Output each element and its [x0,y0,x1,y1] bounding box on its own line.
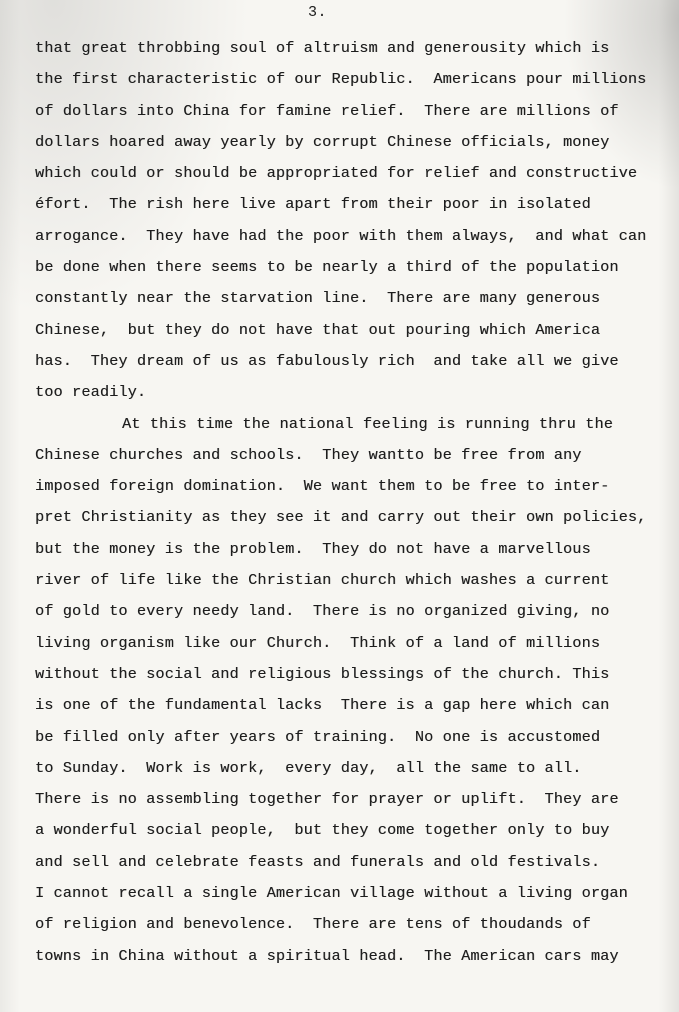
text-line: has. They dream of us as fabulously rich and take all we give [35,351,619,370]
text-line: Chinese churches and schools. They wantto be free from any [35,445,582,464]
text-line: but the money is the problem. They do not have a marvellous [35,539,591,558]
text-line: be filled only after years of training. No one is accustomed [35,727,601,746]
text-line: is one of the fundamental lacks There is a gap here which can [35,696,610,715]
text-line: the first characteristic of our Republic. Americans pour millions [35,70,647,89]
body-text [35,33,675,972]
text-line: river of life like the Christian church which washes a current [35,571,610,590]
text-line: There is no assembling together for prayer or uplift. They are [35,790,619,809]
text-line: constantly near the starvation line. There are many generous [35,289,601,308]
text-line: arrogance. They have had the poor with them always, and what can [35,226,647,245]
text-line: a wonderful social people, but they come together only to buy [35,821,610,840]
text-line: of gold to every needy land. There is no organized giving, no [35,602,610,621]
text-line: to Sunday. Work is work, every day, all the same to all. [35,758,582,777]
text-line: without the social and religious blessings of the church. This [35,664,610,683]
text-line: Chinese, but they do not have that out pouring which America [35,320,601,339]
text-line: towns in China without a spiritual head. The American cars may [35,946,619,965]
page-number: 3. [308,4,328,21]
text-line: At this time the national feeling is running thru the [122,414,613,433]
text-line: pret Christianity as they see it and carry out their own policies, [35,508,647,527]
text-line: that great throbbing soul of altruism and generousity which is [35,39,610,57]
text-line: I cannot recall a single American village without a living organ [35,884,628,903]
text-line: of religion and benevolence. There are tens of thoudands of [35,915,591,934]
text-line: dollars hoared away yearly by corrupt Chinese officials, money [35,132,610,151]
text-line: of dollars into China for famine relief. There are millions of [35,101,619,120]
text-line: which could or should be appropriated for relief and constructive [35,164,638,183]
text-line: too readily. [35,383,147,402]
text-line: be done when there seems to be nearly a third of the population [35,258,619,277]
text-line: living organism like our Church. Think of a land of millions [35,633,601,652]
text-line: imposed foreign domination. We want them to be free to inter- [35,477,610,496]
text-line: éfort. The rish here live apart from their poor in isolated [35,195,591,214]
text-line: and sell and celebrate feasts and funerals and old festivals. [35,852,601,871]
